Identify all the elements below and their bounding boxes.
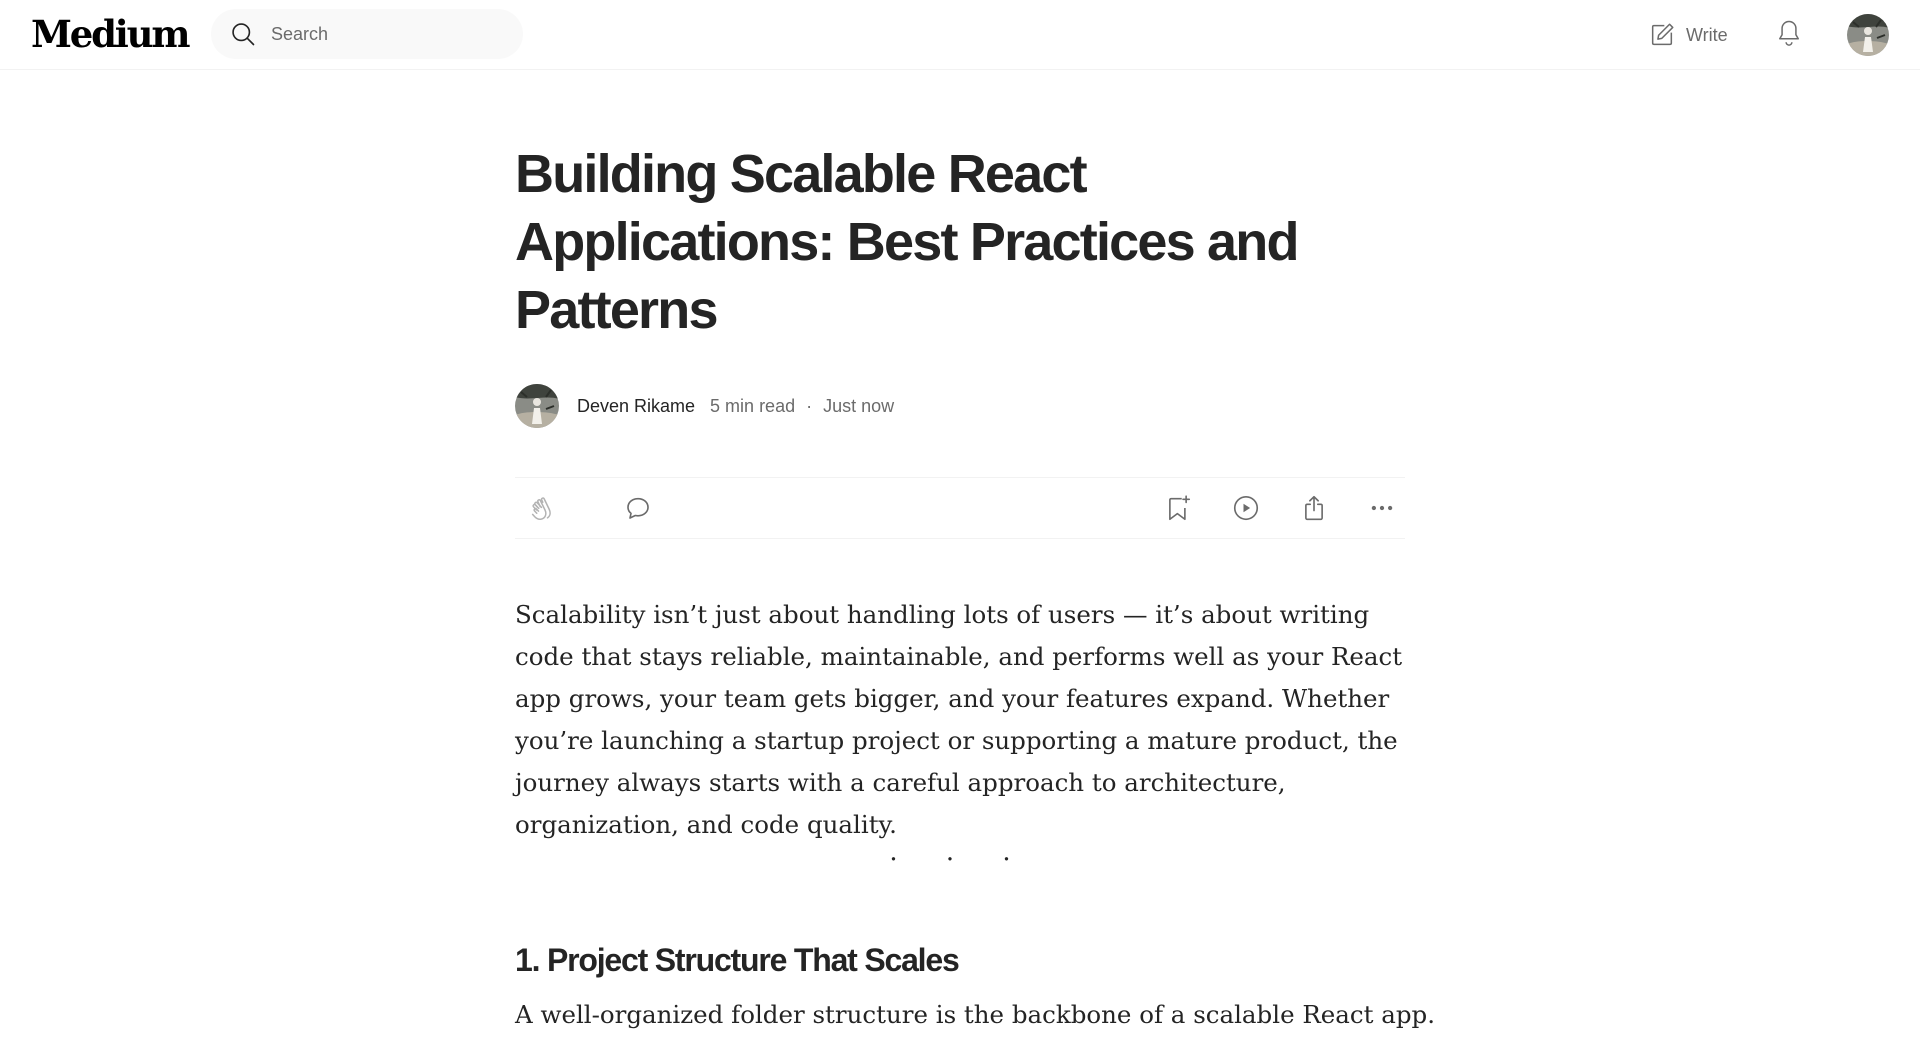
listen-button[interactable] — [1229, 491, 1263, 525]
more-options-button[interactable] — [1365, 491, 1399, 525]
share-button[interactable] — [1297, 491, 1331, 525]
medium-logo[interactable]: Medium — [31, 12, 189, 56]
write-icon — [1648, 21, 1676, 49]
search-icon — [229, 20, 257, 48]
clap-button[interactable] — [525, 491, 559, 525]
write-label: Write — [1686, 24, 1728, 45]
section-separator: · · · — [889, 845, 1031, 875]
search-bar[interactable] — [211, 9, 523, 59]
publish-time: Just now — [823, 395, 895, 416]
byline — [515, 384, 894, 428]
section-paragraph: A well-organized folder structure is the backbone of a scalable React app. — [515, 1000, 1436, 1029]
clap-icon — [527, 493, 557, 523]
article-action-bar — [515, 477, 1405, 539]
intro-paragraph: Scalability isn’t just about handling lots of users — it’s about writing code that stays reliable, maintainable, and performs well as your React app grows, your team gets bigger, and your features expand. Whether you’re launching a startup project or supporting a mature product, the journey always starts with a careful approach to architecture, organization, and code quality. — [515, 600, 1403, 839]
listen-play-icon — [1231, 493, 1261, 523]
comment-button[interactable] — [621, 491, 655, 525]
user-avatar-icon — [1847, 14, 1889, 56]
author-avatar-icon — [515, 384, 559, 428]
save-button[interactable] — [1161, 491, 1195, 525]
more-icon — [1367, 493, 1397, 523]
bell-icon — [1775, 18, 1803, 48]
notifications-button[interactable] — [1775, 18, 1803, 48]
comment-icon — [623, 493, 653, 523]
section-heading: 1. Project Structure That Scales — [515, 942, 959, 978]
read-time: 5 min read — [710, 395, 796, 416]
share-icon — [1299, 493, 1329, 523]
bookmark-add-icon — [1163, 493, 1193, 523]
top-navbar — [0, 0, 1920, 70]
article-title: Building Scalable React Applications: Best Practices and Patterns — [515, 144, 1298, 340]
write-button[interactable] — [1648, 18, 1728, 52]
author-name[interactable]: Deven Rikame — [577, 395, 696, 416]
search-input[interactable] — [271, 24, 491, 45]
author-avatar[interactable] — [515, 384, 559, 428]
meta-separator: · — [806, 395, 813, 416]
user-avatar[interactable] — [1847, 14, 1889, 56]
